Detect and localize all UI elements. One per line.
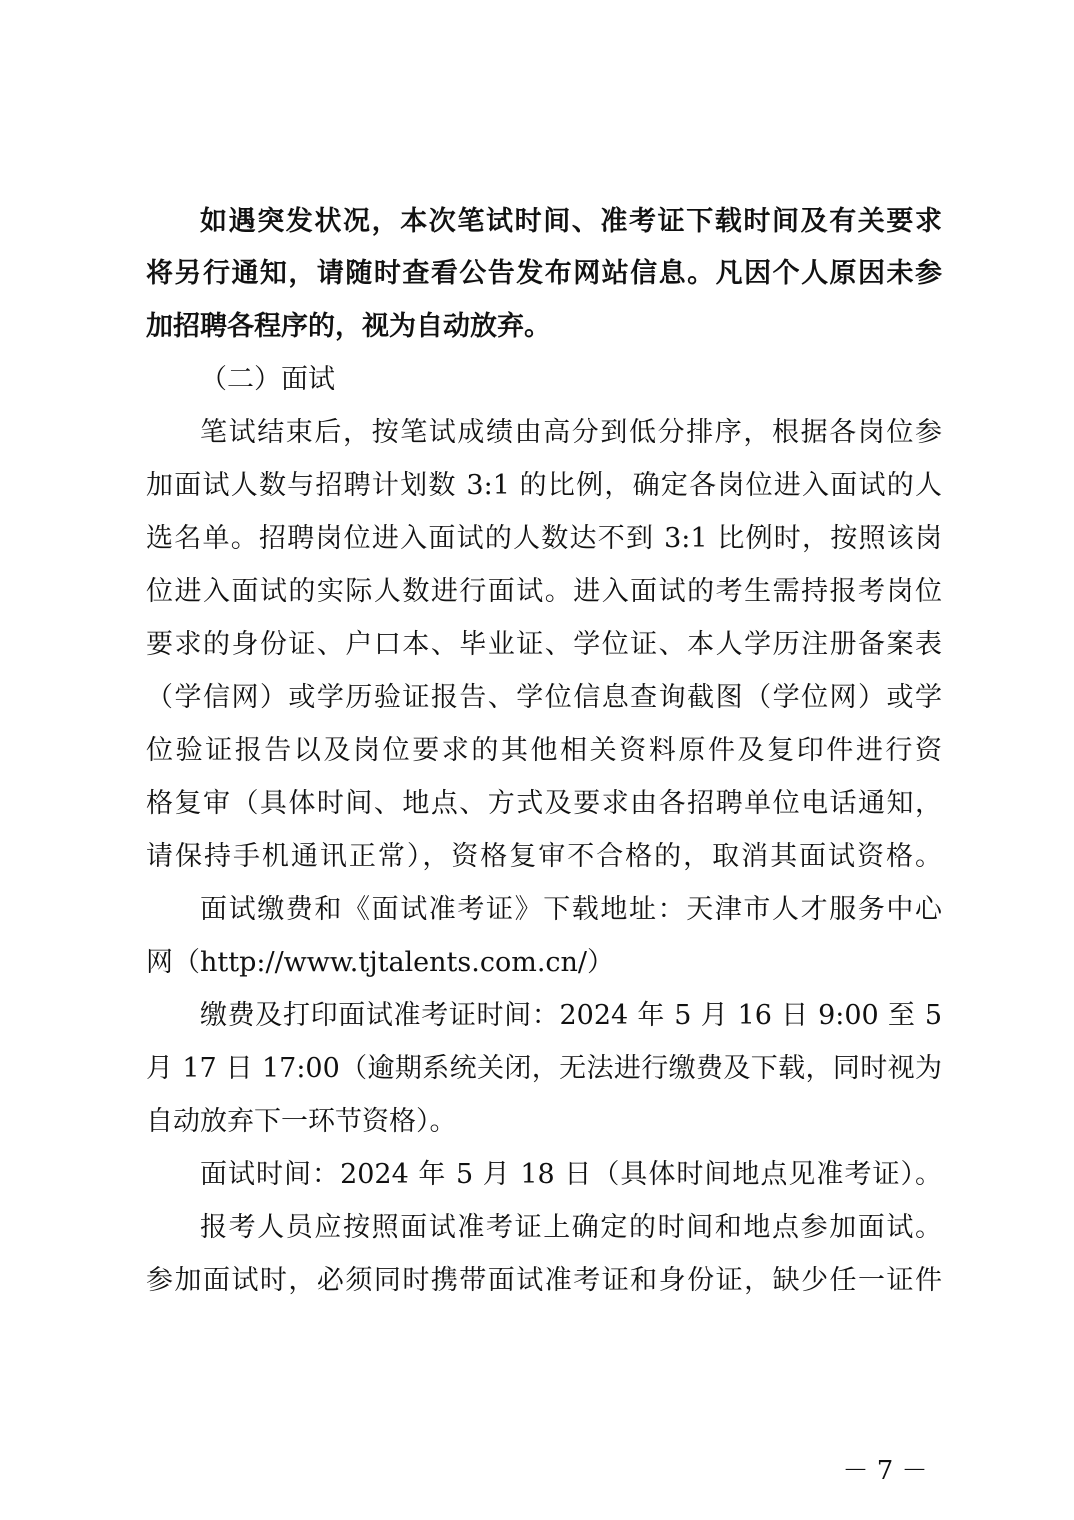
text-line: 将另行通知，请随时查看公告发布网站信息。凡因个人原因未参 — [146, 258, 942, 289]
text-line: 月 17 日 17:00（逾期系统关闭，无法进行缴费及下载，同时视为 — [146, 1053, 942, 1084]
text-line: 位验证报告以及岗位要求的其他相关资料原件及复印件进行资 — [146, 735, 942, 766]
interview-time-line: 面试时间：2024 年 5 月 18 日（具体时间地点见准考证）。 — [200, 1159, 942, 1190]
text-line: 位进入面试的实际人数进行面试。进入面试的考生需持报考岗位 — [146, 576, 942, 607]
section-heading: （二）面试 — [200, 364, 335, 395]
text-line: 面试缴费和《面试准考证》下载地址：天津市人才服务中心 — [200, 894, 942, 925]
text-line: 加面试人数与招聘计划数 3:1 的比例，确定各岗位进入面试的人 — [146, 470, 942, 501]
text-line: 选名单。招聘岗位进入面试的人数达不到 3:1 比例时，按照该岗 — [146, 523, 942, 554]
download-url-line: 网（http://www.tjtalents.com.cn/） — [146, 947, 615, 978]
text-line: 缴费及打印面试准考证时间：2024 年 5 月 16 日 9:00 至 5 — [200, 1000, 942, 1031]
text-line: 报考人员应按照面试准考证上确定的时间和地点参加面试。 — [200, 1212, 942, 1243]
text-line: 加招聘各程序的，视为自动放弃。 — [146, 311, 551, 342]
text-line: （学信网）或学历验证报告、学位信息查询截图（学位网）或学 — [146, 682, 942, 713]
text-line: 笔试结束后，按笔试成绩由高分到低分排序，根据各岗位参 — [200, 417, 942, 448]
text-line: 请保持手机通讯正常），资格复审不合格的，取消其面试资格。 — [146, 841, 942, 872]
text-line: 要求的身份证、户口本、毕业证、学位证、本人学历注册备案表 — [146, 629, 942, 660]
page-number: － 7 － — [842, 1456, 928, 1486]
text-line: 格复审（具体时间、地点、方式及要求由各招聘单位电话通知， — [146, 788, 942, 819]
text-line: 参加面试时，必须同时携带面试准考证和身份证，缺少任一证件 — [146, 1265, 942, 1296]
text-line: 自动放弃下一环节资格）。 — [146, 1106, 457, 1137]
text-line: 如遇突发状况，本次笔试时间、准考证下载时间及有关要求 — [200, 206, 942, 237]
